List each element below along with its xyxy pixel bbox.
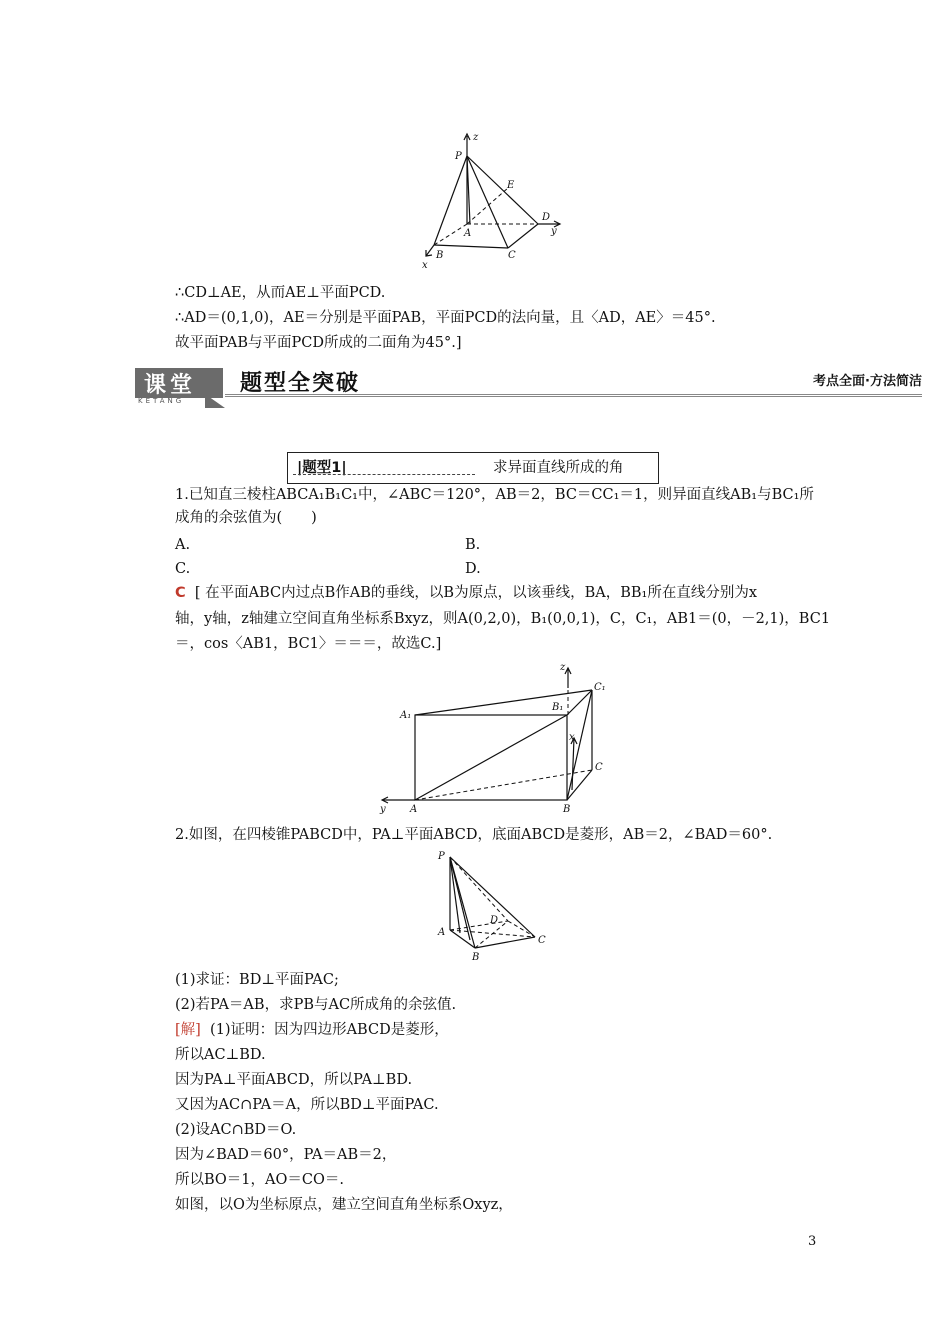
section-tagline: 考点全面·方法简洁 xyxy=(813,374,922,389)
fig2-label-a1: A₁ xyxy=(400,710,412,721)
prev-solution-line-1: ∴CD⊥AE，从而AE⊥平面PCD. xyxy=(175,285,386,301)
type-separator xyxy=(293,474,475,475)
fig2-label-c1: C₁ xyxy=(594,682,606,693)
figure-pyramid-pabcd-axes xyxy=(420,128,570,273)
fig1-label-c: C xyxy=(508,250,516,261)
fig3-label-a: A xyxy=(438,927,446,938)
q2-solution-line-5: (2)设AC∩BD＝O. xyxy=(175,1122,297,1138)
section-badge-sub: KETANG xyxy=(138,397,185,405)
q2-solution-line-7: 所以BO＝1，AO＝CO＝. xyxy=(175,1172,344,1188)
fig1-label-e: E xyxy=(507,180,515,191)
q1-option-a: A. xyxy=(175,537,191,553)
fig1-label-z: z xyxy=(473,132,479,143)
q1-solution-line-2: 轴，y轴，z轴建立空间直角坐标系Bxyz，则A(0,2,0)，B₁(0,0,1)，C，C₁，AB1＝(0，－2,1)，BC1 xyxy=(175,611,831,627)
type-label: |题型1| xyxy=(297,460,347,476)
q1-line-1: 1.已知直三棱柱ABCA₁B₁C₁中，∠ABC＝120°，AB＝2，BC＝CC₁＝1，则异面直线AB₁与BC₁所 xyxy=(175,487,814,503)
fig3-label-d: D xyxy=(490,915,499,926)
q2-solution-line-4: 又因为AC∩PA＝A，所以BD⊥平面PAC. xyxy=(175,1097,439,1113)
q2-solution-line-2: 所以AC⊥BD. xyxy=(175,1047,266,1063)
q2-solution-line-3: 因为PA⊥平面ABCD，所以PA⊥BD. xyxy=(175,1072,413,1088)
fig2-label-z: z xyxy=(560,662,566,673)
prev-solution-line-3: 故平面PAB与平面PCD所成的二面角为45°.] xyxy=(175,335,462,351)
fig2-label-c: C xyxy=(595,762,603,773)
fig3-label-p: P xyxy=(438,851,445,862)
fig3-label-c: C xyxy=(538,935,546,946)
q1-solution-line-3: ＝，cos〈AB1，BC1〉＝＝＝，故选C.] xyxy=(175,636,442,652)
banner-triangle xyxy=(205,394,225,408)
q1-solution-text-1: [ 在平面ABC内过点B作AB的垂线，以B为原点，以该垂线，BA，BB₁所在直线分别为x xyxy=(194,585,757,601)
fig2-label-x: x xyxy=(569,732,575,743)
fig1-label-d: D xyxy=(542,212,551,223)
fig2-label-b: B xyxy=(563,804,571,815)
q1-answer: C xyxy=(175,585,186,601)
page-number: 3 xyxy=(808,1234,817,1249)
figure-pyramid-rhombus xyxy=(430,845,555,965)
q2-solution-line-8: 如图，以O为坐标原点，建立空间直角坐标系Oxyz， xyxy=(175,1197,513,1213)
solution-tag: [解] xyxy=(175,1022,201,1038)
q1-line-2: 成角的余弦值为( ) xyxy=(175,510,317,526)
fig3-label-b: B xyxy=(472,952,480,963)
q2-solution-line-6: 因为∠BAD＝60°，PA＝AB＝2， xyxy=(175,1147,397,1163)
figure-prism-axes xyxy=(372,660,612,815)
q2-part-2: (2)若PA＝AB，求PB与AC所成角的余弦值. xyxy=(175,997,457,1013)
fig1-label-x: x xyxy=(422,260,428,271)
q1-solution-line-1 xyxy=(175,583,757,603)
fig1-label-a: A xyxy=(464,228,472,239)
fig1-label-y: y xyxy=(551,226,557,237)
q2-solution-text-1: (1)证明：因为四边形ABCD是菱形， xyxy=(210,1022,449,1038)
section-title: 题型全突破 xyxy=(240,371,361,396)
fig2-label-b1: B₁ xyxy=(552,702,564,713)
fig2-label-a: A xyxy=(410,804,418,815)
q1-option-b: B. xyxy=(465,537,481,553)
section-badge-text: 课堂 xyxy=(144,373,197,398)
banner-rule xyxy=(225,394,922,397)
q2-line-1: 2.如图，在四棱锥PABCD中，PA⊥平面ABCD，底面ABCD是菱形，AB＝2，∠BAD＝60°. xyxy=(175,827,773,843)
q2-part-1: (1)求证：BD⊥平面PAC; xyxy=(175,972,339,988)
fig1-label-p: P xyxy=(455,151,462,162)
q1-option-c: C. xyxy=(175,561,191,577)
q2-solution-line-1 xyxy=(175,1020,449,1040)
q1-option-d: D. xyxy=(465,561,481,577)
type-title: 求异面直线所成的角 xyxy=(493,460,624,476)
prev-solution-line-2: ∴AD＝(0,1,0)，AE＝分别是平面PAB，平面PCD的法向量，且〈AD，AE〉＝45°. xyxy=(175,310,716,326)
fig1-label-b: B xyxy=(436,250,444,261)
fig2-label-y: y xyxy=(380,804,386,815)
